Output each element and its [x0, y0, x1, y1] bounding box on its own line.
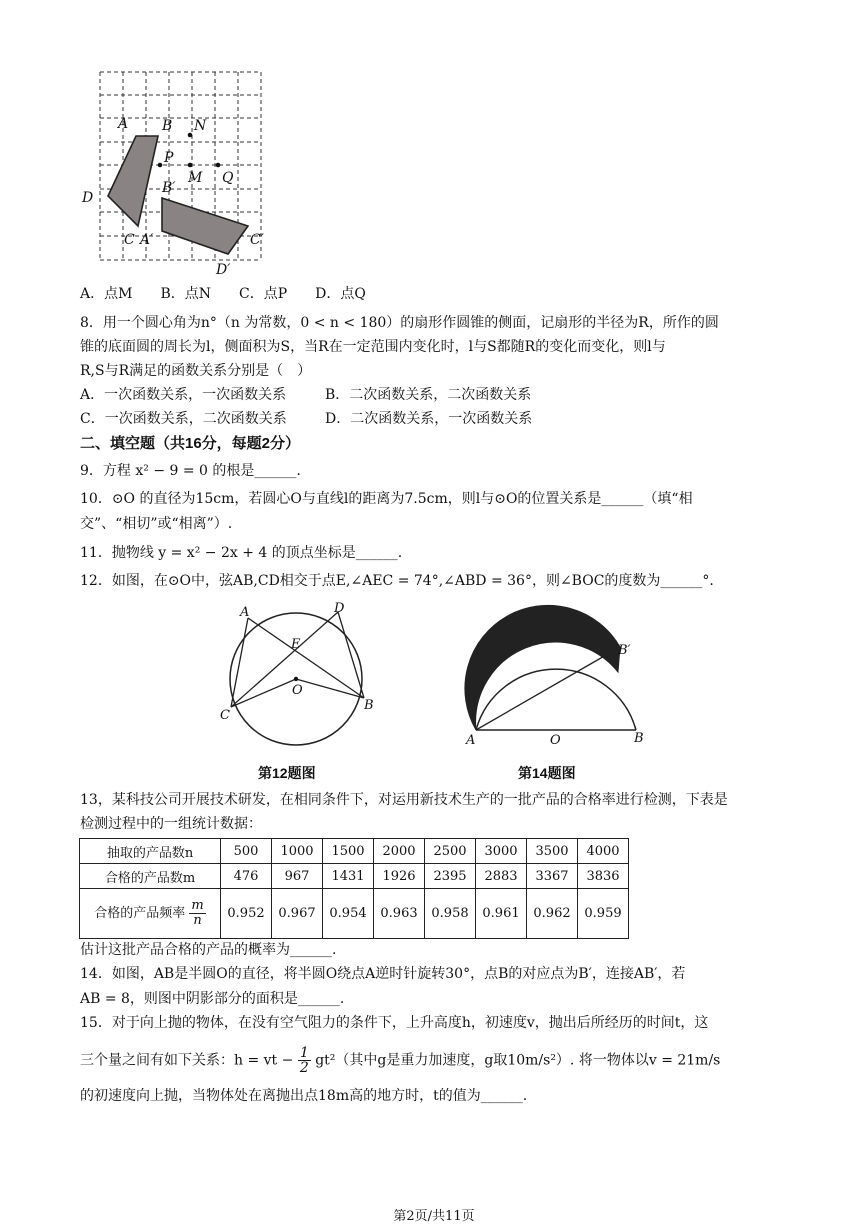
row-label: 抽取的产品数n: [80, 839, 221, 864]
fraction-denominator: n: [193, 913, 202, 928]
label-B: B: [364, 698, 374, 713]
label-Q: Q: [222, 170, 234, 186]
cell: 2395: [425, 864, 476, 889]
cell: 2883: [476, 864, 527, 889]
label-C1: C′: [250, 232, 264, 248]
label-B: B: [162, 118, 173, 134]
cell: 3000: [476, 839, 527, 864]
q8-line2: 锥的底面圆的周长为l，侧面积为S，当R在一定范围内变化时，l与S都随R的变化而变化，则l与: [80, 339, 666, 355]
fraction-numerator: m: [191, 898, 204, 913]
label-B1: B′: [618, 643, 631, 658]
label-A: A: [466, 733, 476, 748]
table-row: [80, 889, 629, 939]
q11: 11．抛物线 y = x² − 2x + 4 的顶点坐标是______.: [80, 545, 403, 561]
page-footer: 第2页/共11页: [393, 1209, 475, 1224]
q7-options: A．点M B．点N C．点P D．点Q: [80, 286, 366, 302]
cell: 2500: [425, 839, 476, 864]
q13-table: [79, 838, 629, 939]
q13-line2: 检测过程中的一组统计数据：: [80, 816, 262, 832]
q10-line1: 10．⊙O 的直径为15cm，若圆心O与直线l的距离为7.5cm，则l与⊙O的位置关系是______（填“相: [80, 491, 693, 507]
label-O: O: [550, 733, 561, 748]
cell: 0.959: [578, 889, 629, 939]
q8-option-c: C．一次函数关系，二次函数关系: [80, 411, 287, 427]
table-row: [80, 864, 629, 889]
label-B: B: [634, 731, 644, 746]
q14-semicircle-figure: [458, 600, 658, 748]
cell: 0.962: [527, 889, 578, 939]
cell: 4000: [578, 839, 629, 864]
label-E: E: [291, 637, 301, 652]
cell: 500: [221, 839, 272, 864]
cell: 0.958: [425, 889, 476, 939]
label-A1: A′: [140, 232, 154, 248]
fig14-caption: 第14题图: [518, 765, 576, 781]
q15-line2-end: gt²（其中g是重力加速度，g取10m/s²）. 将一物体以v = 21m/s: [315, 1052, 721, 1069]
cell: 3836: [578, 864, 629, 889]
label-D: D: [334, 601, 345, 616]
cell: 967: [272, 864, 323, 889]
q8-option-a: A．一次函数关系，一次函数关系: [80, 387, 287, 403]
q9: 9．方程 x² − 9 = 0 的根是______.: [80, 463, 301, 479]
label-O: O: [292, 683, 303, 698]
fraction-one-half: [298, 1046, 311, 1075]
table-row: [80, 839, 629, 864]
cell: 3367: [527, 864, 578, 889]
fraction-denominator: 2: [299, 1060, 309, 1076]
q15-line1: 15．对于向上抛的物体，在没有空气阻力的条件下，上升高度h，初速度v，抛出后所经历的时间t，这: [80, 1015, 709, 1031]
q13-line1: 13，某科技公司开展技术研发，在相同条件下，对运用新技术生产的一批产品的合格率进行检测，下表是: [80, 792, 728, 808]
q14-line2: AB = 8，则图中阴影部分的面积是______.: [80, 991, 345, 1007]
cell: 0.954: [323, 889, 374, 939]
cell: 476: [221, 864, 272, 889]
label-B1: B′: [162, 180, 176, 196]
label-D1: D′: [216, 262, 231, 278]
cell: 3500: [527, 839, 578, 864]
q8-option-d: D．二次函数关系，一次函数关系: [325, 411, 533, 427]
cell: 1500: [323, 839, 374, 864]
cell: 0.963: [374, 889, 425, 939]
section-heading: 二、填空题（共16分，每题2分）: [80, 435, 301, 452]
row-label: 合格的产品数m: [80, 864, 221, 889]
label-A: A: [240, 605, 250, 620]
cell: 1926: [374, 864, 425, 889]
cell: 1431: [323, 864, 374, 889]
cell: 0.961: [476, 889, 527, 939]
q12: 12．如图，在⊙O中，弦AB,CD相交于点E,∠AEC = 74°,∠ABD = 36°，则∠BOC的度数为______°.: [80, 573, 714, 589]
q7-grid-figure: [78, 66, 283, 286]
fraction-numerator: 1: [299, 1045, 309, 1061]
row-label-frequency: [80, 889, 221, 939]
row-label: 合格的产品频率: [94, 906, 186, 921]
cell: 1000: [272, 839, 323, 864]
quad-A1B1C1D1: [162, 198, 248, 254]
label-A: A: [118, 116, 129, 132]
fraction-m-over-n: [189, 899, 205, 928]
q8-line3: R,S与R满足的函数关系分别是（ ）: [80, 363, 312, 379]
fig12-caption: 第12题图: [258, 765, 316, 781]
label-N: N: [194, 118, 207, 134]
q8-line1: 8．用一个圆心角为n°（n 为常数，0 < n < 180）的扇形作圆锥的侧面，记扇形的半径为R，所作的圆: [80, 315, 719, 331]
label-C: C: [220, 708, 230, 723]
label-D: D: [82, 190, 94, 206]
q15-line3: 的初速度向上抛，当物体处在离抛出点18m高的地方时，t的值为______.: [80, 1088, 528, 1104]
q15-line2: [80, 1046, 720, 1075]
cell: 0.967: [272, 889, 323, 939]
cell: 0.952: [221, 889, 272, 939]
q14-line1: 14．如图，AB是半圆O的直径，将半圆O绕点A逆时针旋转30°，点B的对应点为B′，连接AB′，若: [80, 966, 686, 982]
q8-option-b: B．二次函数关系，二次函数关系: [325, 387, 532, 403]
label-C: C: [124, 232, 135, 248]
label-P: P: [164, 150, 174, 166]
q10-line2: 交”、“相切”或“相离”）.: [80, 516, 233, 532]
q13-estimate: 估计这批产品合格的产品的概率为______.: [80, 942, 337, 958]
q15-line2-start: 三个量之间有如下关系：h = vt −: [80, 1052, 294, 1069]
label-M: M: [188, 170, 203, 186]
cell: 2000: [374, 839, 425, 864]
q12-circle-figure: [218, 598, 378, 748]
